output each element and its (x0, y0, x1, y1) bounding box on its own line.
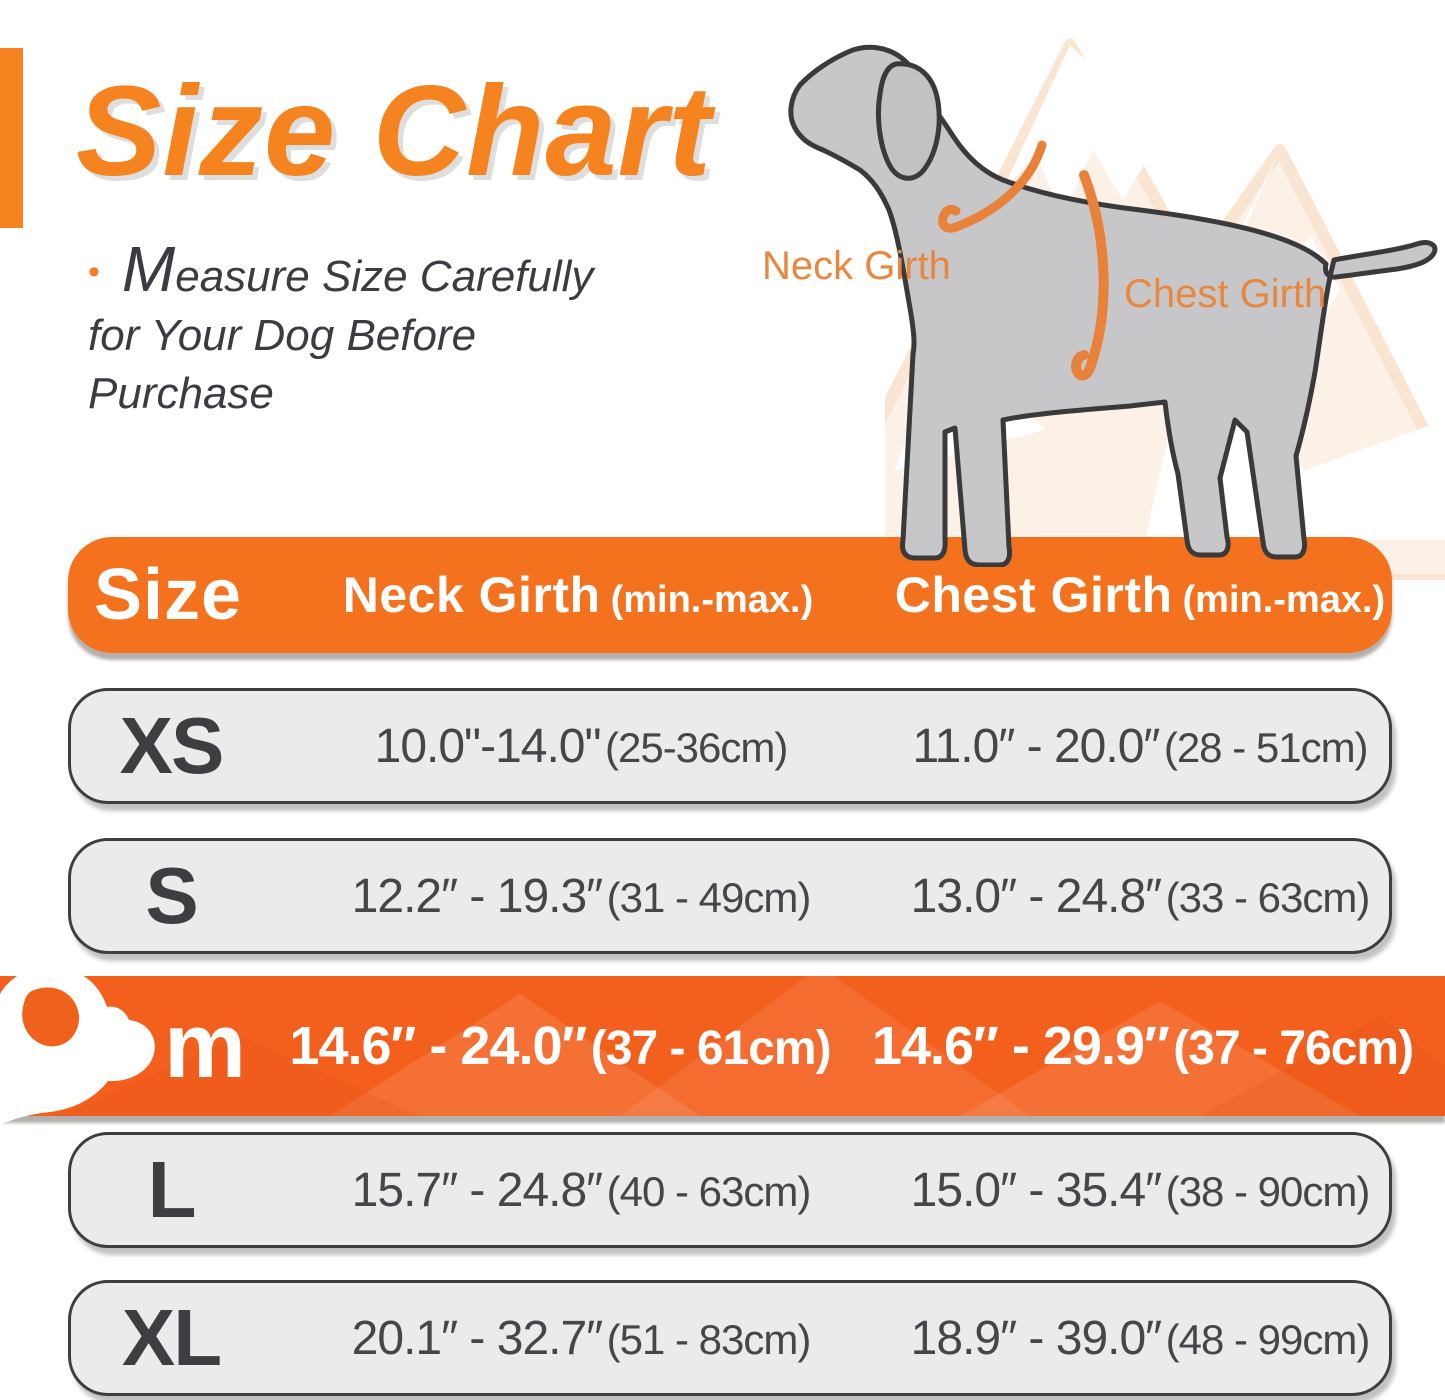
neck-girth-label: Neck Girth (762, 244, 951, 288)
note-line-1 (88, 233, 728, 307)
header-chest-girth (888, 566, 1392, 624)
chest-girth-cm: (33 - 63cm) (1165, 873, 1370, 921)
neck-girth-cell (271, 1163, 891, 1218)
neck-girth-cell (280, 1015, 840, 1077)
neck-girth-inches: 20.1″ - 32.7″ (351, 1311, 603, 1365)
note-line-3: Purchase (88, 369, 274, 419)
size-cell: m (164, 994, 246, 1097)
chest-girth-cell (891, 719, 1389, 774)
header-chest-girth-text: Chest Girth (894, 567, 1173, 623)
neck-girth-cm: (40 - 63cm) (606, 1167, 811, 1215)
chest-girth-cm: (28 - 51cm) (1163, 723, 1368, 771)
chest-girth-inches: 13.0″ - 24.8″ (910, 869, 1162, 923)
chest-girth-inches: 14.6″ - 29.9″ (871, 1016, 1169, 1076)
neck-girth-cm: (51 - 83cm) (606, 1315, 811, 1363)
table-row-xs (68, 688, 1392, 804)
note-lead-letter: M (121, 233, 176, 305)
neck-girth-cell (271, 1311, 891, 1366)
table-row-m-highlighted (0, 976, 1445, 1116)
note-line-2: for Your Dog Before (88, 310, 477, 360)
page-title: Size Chart (76, 60, 712, 203)
size-cell: XL (121, 1293, 221, 1382)
chest-girth-inches: 15.0″ - 35.4″ (910, 1163, 1162, 1217)
neck-girth-cm: (31 - 49cm) (606, 873, 811, 921)
neck-girth-cell (271, 869, 891, 924)
dog-silhouette-icon (768, 22, 1445, 567)
neck-girth-cell (271, 719, 891, 774)
neck-girth-inches: 15.7″ - 24.8″ (351, 1163, 603, 1217)
neck-girth-cm: (37 - 61cm) (590, 1022, 831, 1075)
table-row-s (68, 838, 1392, 954)
table-row-l (68, 1132, 1392, 1248)
size-cell: S (145, 851, 197, 940)
chest-girth-inches: 11.0″ - 20.0″ (912, 719, 1160, 773)
chest-girth-cm: (48 - 99cm) (1165, 1315, 1370, 1363)
dog-illustration (762, 22, 1445, 567)
table-row-xl (68, 1280, 1392, 1396)
chest-girth-label: Chest Girth (1124, 272, 1327, 316)
neck-girth-inches: 12.2″ - 19.3″ (351, 869, 603, 923)
chest-girth-cell (891, 869, 1389, 924)
header-neck-girth (268, 566, 888, 624)
chest-girth-inches: 18.9″ - 39.0″ (910, 1311, 1162, 1365)
chest-girth-cell (891, 1163, 1389, 1218)
header-neck-range: (min.-max.) (610, 579, 814, 621)
size-cell: XS (119, 701, 223, 790)
title-accent-bar (0, 48, 23, 228)
chest-girth-cm: (38 - 90cm) (1165, 1167, 1370, 1215)
neck-girth-inches: 10.0"-14.0" (374, 719, 601, 773)
neck-girth-cm: (25-36cm) (604, 723, 788, 771)
neck-girth-inches: 14.6″ - 24.0″ (289, 1016, 587, 1076)
chest-girth-cm: (37 - 76cm) (1173, 1022, 1414, 1075)
header-neck-girth-text: Neck Girth (342, 567, 601, 623)
header-chest-range: (min.-max.) (1182, 579, 1386, 621)
chest-girth-cell (891, 1311, 1389, 1366)
chest-girth-cell (840, 1015, 1445, 1077)
bullet-icon: • (88, 253, 100, 291)
measure-note (88, 233, 728, 424)
header-size: Size (93, 555, 243, 635)
note-line-1-text: easure Size Carefully (175, 252, 594, 301)
size-cell: L (147, 1145, 195, 1234)
